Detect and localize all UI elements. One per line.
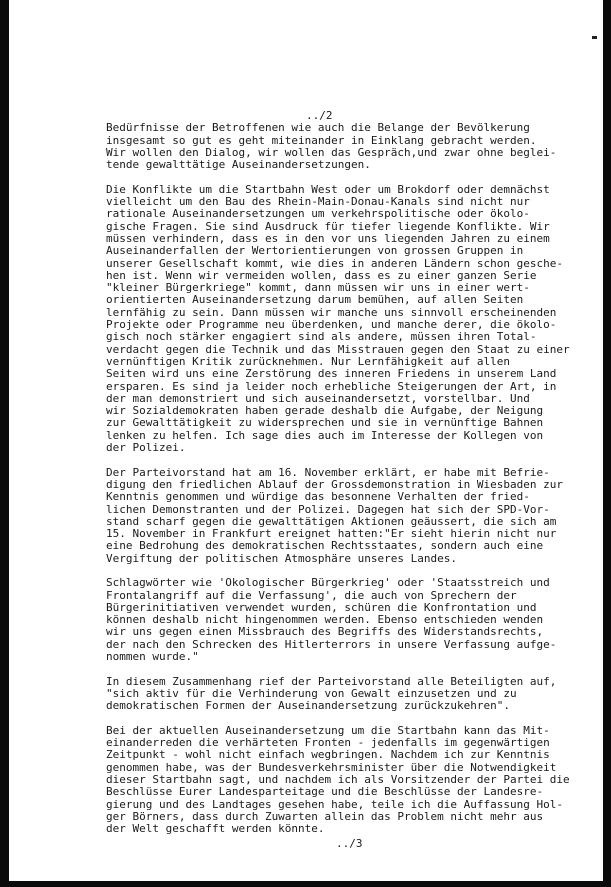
paragraph-2	[106, 184, 586, 455]
paragraph-1	[106, 122, 586, 171]
text-line: Seiten wird uns eine Zerstörung des inneren Friedens in unserem Land	[106, 368, 557, 381]
text-line: wir uns gegen einen Missbrauch des Begriffs des Widerstandsrechts,	[106, 626, 544, 639]
text-line: vernünftigen Kritik zurücknehmen. Nur Lernfähigkeit auf allen	[106, 355, 510, 368]
text-line: Schlagwörter wie 'Ökologischer Bürgerkrieg' oder 'Staatsstreich und	[106, 577, 550, 590]
scan-speck	[592, 36, 597, 39]
text-line: ersparen. Es sind ja leider noch erhebliche Steigerungen der Art, in	[106, 380, 557, 393]
paragraph-3	[106, 467, 586, 565]
text-line: eine Bedrohung des demokratischen Rechtsstaates, sondern auch eine	[106, 540, 544, 553]
scan-border-left	[0, 0, 9, 887]
paragraph-5	[106, 676, 586, 713]
text-line: Die Konflikte um die Startbahn West oder um Brokdorf oder demnächst	[106, 183, 550, 196]
scan-border-right	[603, 0, 611, 887]
text-line: genommen habe, was der Bundesverkehrsminister über die Notwendigkeit	[106, 761, 557, 774]
text-line: vielleicht um den Bau des Rhein-Main-Donau-Kanals sind nicht nur	[106, 196, 530, 209]
document-page	[106, 110, 586, 850]
text-line: dieser Startbahn sagt, und nachdem ich als Vorsitzender der Partei die	[106, 774, 570, 787]
paragraph-4	[106, 577, 586, 663]
text-line: unserer Gesellschaft kommt, wie dies in anderen Ländern schon gesche-	[106, 257, 563, 270]
text-line: lernfähig zu sein. Dann müssen wir manche uns sinnvoll erscheinenden	[106, 306, 557, 319]
text-line: der nach den Schrecken des Hitlerterrors in unsere Verfassung aufge-	[106, 638, 557, 651]
text-line: einanderreden die verhärteten Fronten - jedenfalls im gegenwärtigen	[106, 737, 550, 750]
text-line: Der Parteivorstand hat am 16. November erklärt, er habe mit Befrie-	[106, 466, 550, 479]
text-line: der Welt geschafft werden könnte.	[106, 823, 325, 836]
text-line: stand scharf gegen die gewalttätigen Aktionen geäussert, die sich am	[106, 515, 557, 528]
text-line: Vergiftung der politischen Atmosphäre unseres Landes.	[106, 552, 457, 565]
text-line: hen ist. Wenn wir vermeiden wollen, dass es zu einer ganzen Serie	[106, 269, 537, 282]
text-line: 15. November in Frankfurt ereignet hatten:"Er sieht hierin nicht nur	[106, 528, 557, 541]
text-line: gische Fragen. Sie sind Ausdruck für tiefer liegende Konflikte. Wir	[106, 220, 550, 233]
text-line: rationale Auseinandersetzungen um verkehrspolitische oder ökolo-	[106, 208, 530, 221]
text-line: zur Gewalttätigkeit zu widersprechen und sie in vernünftige Bahnen	[106, 417, 544, 430]
text-line: lenken zu helfen. Ich sage dies auch im Interesse der Kollegen von	[106, 429, 544, 442]
text-line: tende gewalttätige Auseinandersetzungen.	[106, 159, 371, 172]
text-line: Kenntnis genommen und würdige das besonnene Verhalten der fried-	[106, 491, 530, 504]
text-line: Wir wollen den Dialog, wir wollen das Gespräch,und zwar ohne beglei-	[106, 146, 557, 159]
text-line: In diesem Zusammenhang rief der Parteivorstand alle Beteiligten auf,	[106, 675, 557, 688]
text-line: können deshalb nicht hingenommen werden. Ebenso entschieden wenden	[106, 614, 544, 627]
text-line: lichen Demonstranten und der Polizei. Dagegen hat sich der SPD-Vor-	[106, 503, 550, 516]
text-line: Bedürfnisse der Betroffenen wie auch die Belange der Bevölkerung	[106, 122, 530, 135]
text-line: gierung und des Landtages gesehen habe, teile ich die Auffassung Hol-	[106, 798, 563, 811]
text-line: insgesamt so gut es geht miteinander in Einklang gebracht werden.	[106, 134, 537, 147]
text-line: demokratischen Formen der Auseinandersetzung zurückzukehren".	[106, 700, 510, 713]
page-marker-bottom: ../3	[336, 837, 363, 850]
text-line: gisch noch stärker engagiert sind als andere, müssen ihren Total-	[106, 331, 537, 344]
text-line: "sich aktiv für die Verhinderung von Gewalt einzusetzen und zu	[106, 687, 517, 700]
text-line: orientierten Auseinandersetzung darum bemühen, auf allen Seiten	[106, 294, 524, 307]
page-marker-top: ../2	[306, 110, 333, 122]
scan-border-bottom	[0, 881, 611, 887]
text-line: nommen wurde."	[106, 651, 199, 664]
text-line: der Polizei.	[106, 442, 186, 455]
text-line: Bürgerinitiativen verwendet wurden, schüren die Konfrontation und	[106, 601, 537, 614]
text-line: wir Sozialdemokraten haben gerade deshalb die Aufgabe, der Neigung	[106, 405, 544, 418]
text-line: der man demonstriert und sich auseinandersetzt, vorstellbar. Und	[106, 392, 530, 405]
text-line: verdacht gegen die Technik und das Misstrauen gegen den Staat zu einer	[106, 343, 570, 356]
text-line: Zeitpunkt - wohl nicht einfach wegbringen. Nachdem ich zur Kenntnis	[106, 749, 550, 762]
text-line: "kleiner Bürgerkriege" kommt, dann müssen wir uns in einer wert-	[106, 282, 530, 295]
text-line: Beschlüsse Eurer Landesparteitage und die Beschlüsse der Landesre-	[106, 786, 544, 799]
text-line: digung den friedlichen Ablauf der Grossdemonstration in Wiesbaden zur	[106, 478, 563, 491]
text-line: Frontalangriff auf die Verfassung', die auch von Sprechern der	[106, 589, 517, 602]
text-line: ger Börners, dass durch Zuwarten allein das Problem nicht mehr aus	[106, 810, 544, 823]
text-line: müssen verhindern, dass es in den vor uns liegenden Jahren zu einem	[106, 232, 550, 245]
paragraph-6	[106, 725, 586, 836]
text-line: Projekte oder Programme neu überdenken, und manche derer, die ökolo-	[106, 319, 557, 332]
text-line: Auseinanderfallen der Wertorientierungen von grossen Gruppen in	[106, 245, 524, 258]
text-line: Bei der aktuellen Auseinandersetzung um die Startbahn kann das Mit-	[106, 724, 550, 737]
